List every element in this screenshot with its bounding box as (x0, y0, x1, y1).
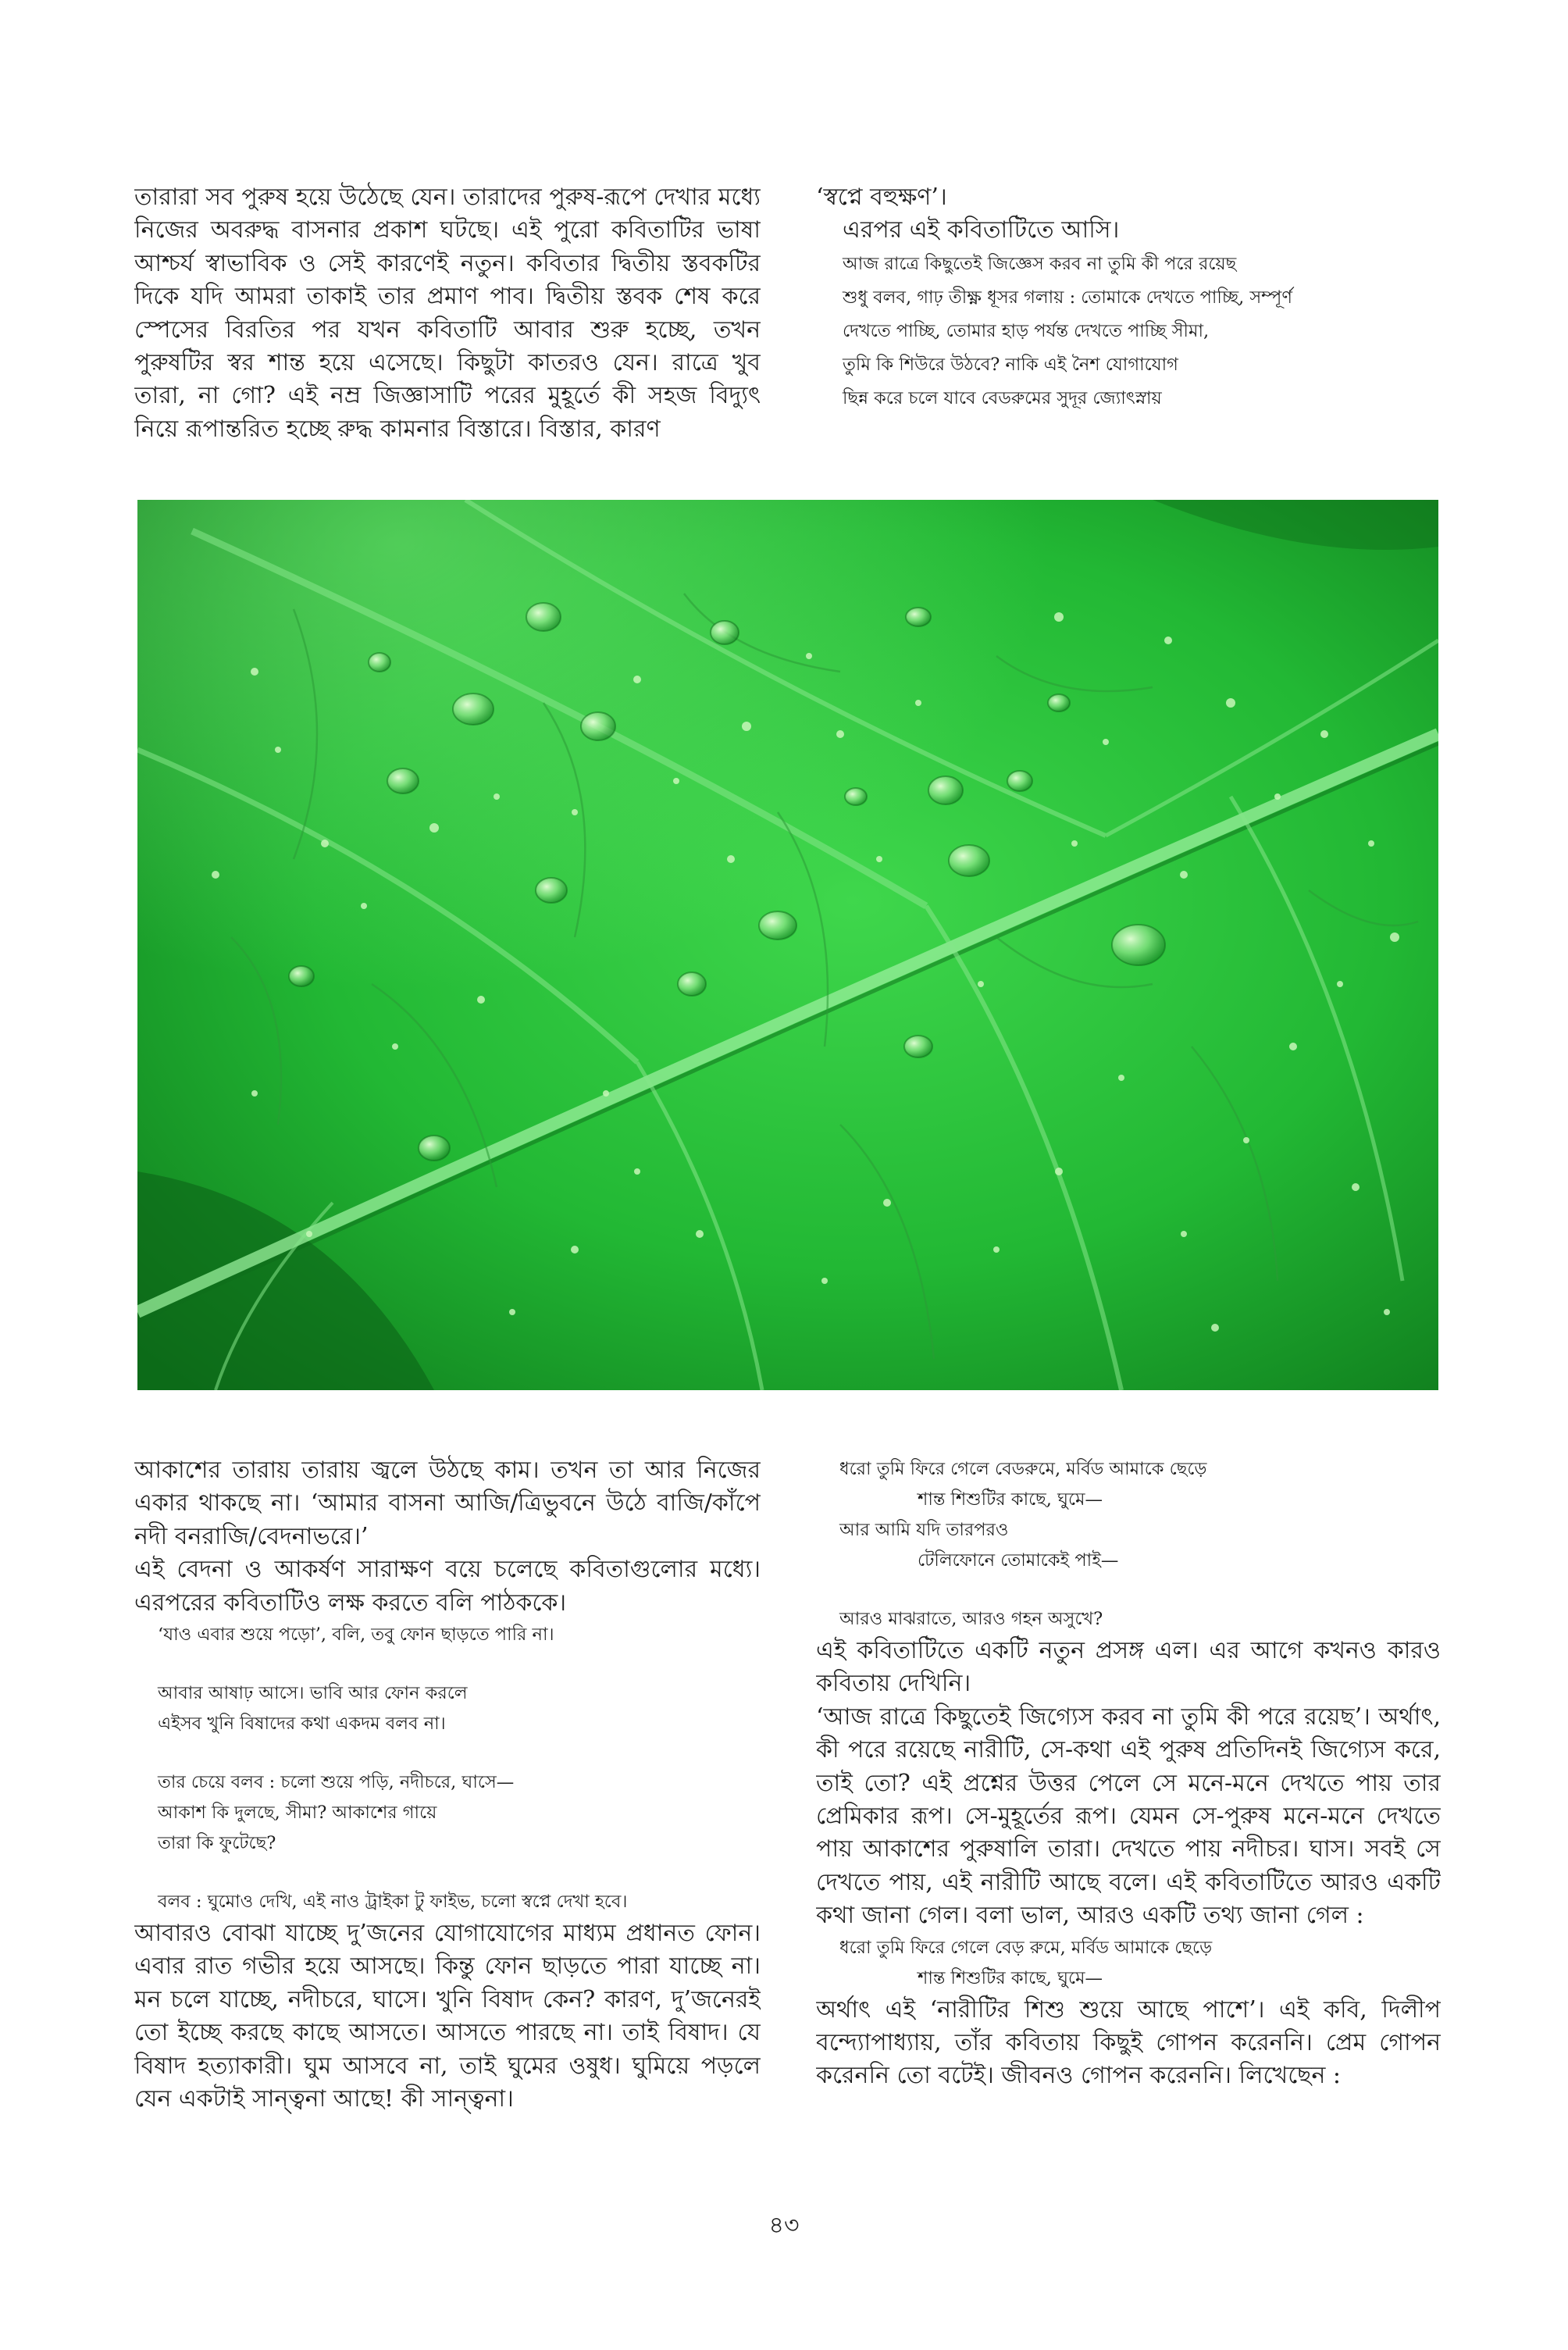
bottom-left-column (134, 1454, 761, 2188)
intro-line: এরপর এই কবিতাটিতে আসি। (843, 216, 1120, 244)
poem-line: ধরো তুমি ফিরে গেলে বেড় রুমে, মর্বিড আমাকে ছেড়ে (839, 1937, 1213, 1958)
poem-line: তার চেয়ে বলব : চলো শুয়ে পড়ি, নদীচরে, ঘাসে— (158, 1772, 515, 1793)
poem-line: আজ রাত্রে কিছুতেই জিজ্ঞেস করব না তুমি কী পরে রয়েছ (843, 253, 1237, 274)
poem-line: ধরো তুমি ফিরে গেলে বেডরুমে, মর্বিড আমাকে ছেড়ে (839, 1459, 1207, 1479)
paragraph: আবারও বোঝা যাচ্ছে দু’জনের যোগাযোগের মাধ্যম প্রধানত ফোন। এবার রাত গভীর হয়ে আসছে। কিন্তু ফোন ছাড়তে পারা যাচ্ছে না। মন চলে যাচ্ছে, নদীচরে, ঘাসে। খুনি বিষাদ কেন? কারণ, দু’জনেরই তো ইচ্ছে করছে কাছে আসতে। আসতে পারছে না। তাই বিষাদ। যে বিষাদ হত্যাকারী। ঘুম আসবে না, তাই ঘুমের ওষুধ। ঘুমিয়ে পড়লে যেন একটাই সান্ত্বনা আছে! কী সান্ত্বনা। (134, 1920, 761, 2113)
top-left-column (134, 181, 761, 509)
poem-line: শুধু বলব, গাঢ় তীক্ষ্ণ ধূসর গলায় : তোমাকে দেখতে পাচ্ছি, সম্পূর্ণ (843, 287, 1292, 308)
poem-line: দেখতে পাচ্ছি, তোমার হাড় পর্যন্ত দেখতে পাচ্ছি সীমা, (843, 320, 1210, 341)
stanza-gap (134, 1739, 761, 1767)
poem-line: তুমি কি শিউরে উঠবে? নাকি এই নৈশ যোগাযোগ (843, 354, 1178, 375)
poem-title-line: ‘স্বপ্নে বহুক্ষণ’। (816, 184, 947, 211)
paragraph: আকাশের তারায় তারায় জ্বলে উঠছে কাম। তখন তা আর নিজের একার থাকছে না। ‘আমার বাসনা আজি/ত্রিভুবনে উঠে বাজি/কাঁপে নদী বনরাজি/বেদনাভরে।’ (134, 1457, 761, 1550)
poem-line: আবার আষাঢ় আসে। ভাবি আর ফোন করলে (158, 1683, 468, 1704)
poem-line: ‘যাও এবার শুয়ে পড়ো’, বলি, তবু ফোন ছাড়তে পারি না। (158, 1624, 554, 1646)
paragraph: অর্থাৎ এই ‘নারীটির শিশু শুয়ে আছে পাশে’। এই কবি, দিলীপ বন্দ্যোপাধ্যায়, তাঁর কবিতায় কিছুই গোপন করেননি। প্রেম গোপন করেননি তো বটেই। জীবনও গোপন করেননি। লিখেছেন : (816, 1995, 1441, 2090)
poem-line: শান্ত শিশুটির কাছে, ঘুমে— (918, 1967, 1103, 1988)
stanza-gap (134, 1650, 761, 1678)
poem-line: এইসব খুনি বিষাদের কথা একদম বলব না। (158, 1713, 446, 1735)
bottom-right-column (816, 1454, 1441, 2188)
poem-line: শান্ত শিশুটির কাছে, ঘুমে— (918, 1489, 1103, 1510)
poem-line: আরও মাঝরাতে, আরও গহন অসুখে? (839, 1609, 1103, 1629)
poem-line: বলব : ঘুমোও দেখি, এই নাও ট্রাইকা টু ফাইভ, চলো স্বপ্নে দেখা হবে। (158, 1892, 628, 1913)
leaf-photo (137, 500, 1438, 1390)
stanza-gap (134, 1859, 761, 1887)
paragraph: তারারা সব পুরুষ হয়ে উঠেছে যেন। তারাদের পুরুষ-রূপে দেখার মধ্যে নিজের অবরুদ্ধ বাসনার প্রকাশ ঘটছে। এই পুরো কবিতাটির ভাষা আশ্চর্য স্বাভাবিক ও সেই কারণেই নতুন। কবিতার দ্বিতীয় স্তবকটির দিকে যদি আমরা তাকাই তার প্রমাণ পাব। দ্বিতীয় স্তবক শেষ করে স্পেসের বিরতির পর যখন কবিতাটি আবার শুরু হচ্ছে, তখন পুরুষটির স্বর শান্ত হয়ে এসেছে। কিছুটা কাতরও যেন। রাত্রে খুব তারা, না গো? এই নম্র জিজ্ঞাসাটি পরের মুহূর্তে কী সহজ বিদ্যুৎ নিয়ে রূপান্তরিত হচ্ছে রুদ্ধ কামনার বিস্তারে। বিস্তার, কারণ (134, 184, 761, 443)
poem-line: আর আমি যদি তারপরও (839, 1520, 1009, 1540)
poem-line: আকাশ কি দুলছে, সীমা? আকাশের গায়ে (158, 1803, 437, 1824)
page-number: ৪৩ (768, 2212, 800, 2239)
poem-line: টেলিফোনে তোমাকেই পাই— (918, 1550, 1119, 1571)
stanza-gap (816, 1576, 1441, 1604)
leaf-photo-graphic (137, 500, 1438, 1390)
paragraph: এই কবিতাটিতে একটি নতুন প্রসঙ্গ এল। এর আগে কখনও কারও কবিতায় দেখিনি। (816, 1637, 1441, 1698)
poem-line: ছিন্ন করে চলে যাবে বেডরুমের সুদূর জ্যোৎস্নায় (843, 387, 1162, 408)
top-right-column (816, 181, 1464, 439)
paragraph: এই বেদনা ও আকর্ষণ সারাক্ষণ বয়ে চলেছে কবিতাগুলোর মধ্যে। এরপরের কবিতাটিও লক্ষ করতে বলি পাঠককে। (134, 1556, 761, 1617)
paragraph: ‘আজ রাত্রে কিছুতেই জিগ্যেস করব না তুমি কী পরে রয়েছ’। অর্থাৎ, কী পরে রয়েছে নারীটি, সে-কথা এই পুরুষ প্রতিদিনই জিগ্যেস করে, তাই তো? এই প্রশ্নের উত্তর পেলে সে মনে-মনে দেখতে পায় তার প্রেমিকার রূপ। সে-মুহূর্তের রূপ। যেমন সে-পুরুষ মনে-মনে দেখতে পায় আকাশের পুরুষালি তারা। দেখতে পায় নদীচর। ঘাস। সবই সে দেখতে পায়, এই নারীটি আছে বলে। এই কবিতাটিতে আরও একটি কথা জানা গেল। বলা ভাল, আরও একটি তথ্য জানা গেল : (816, 1703, 1441, 1930)
poem-line: তারা কি ফুটেছে? (158, 1833, 276, 1854)
